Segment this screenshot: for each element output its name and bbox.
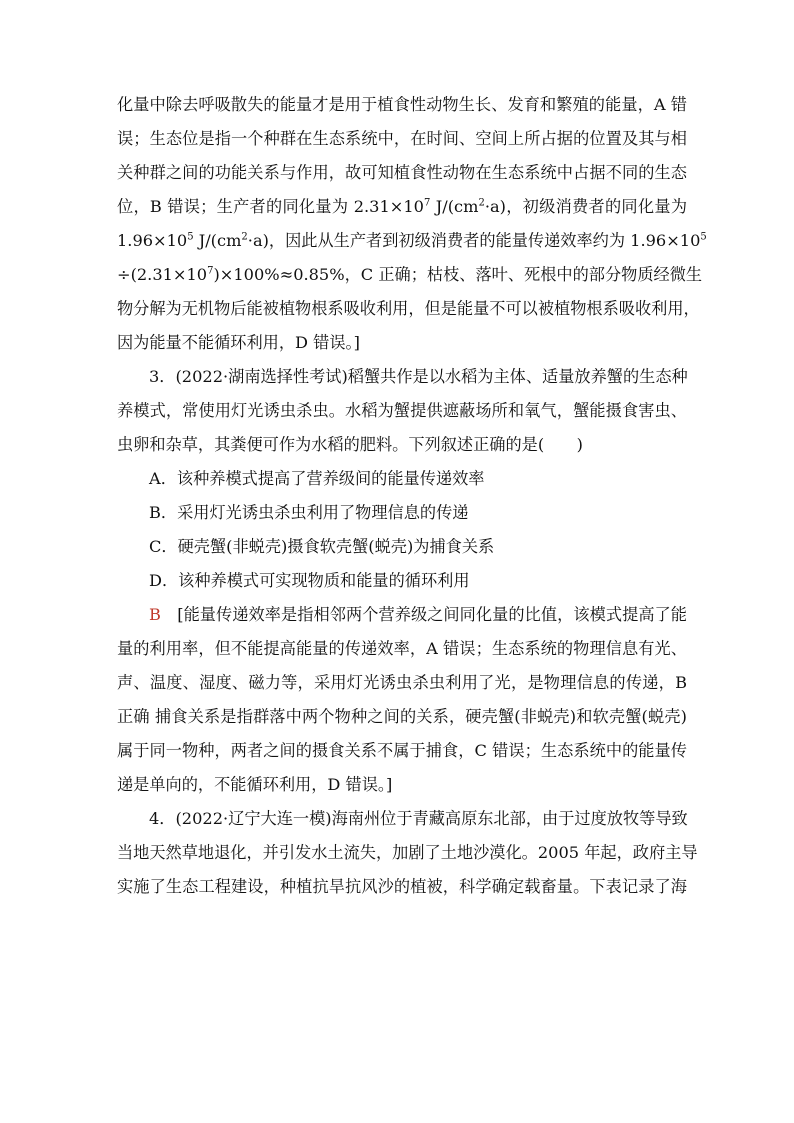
explanation-line: 因为能量不能循环利用，D 错误。]: [117, 333, 360, 352]
explanation-line: $\div(2.31\times 10^7)\times 100\%\approx 0.85\%$，C 正确；枯枝、落叶、死根中的部分物质经微生: [117, 265, 703, 284]
option-c: C．硬壳蟹(非蜕壳)摄食软壳蟹(蜕壳)为捕食关系: [149, 537, 495, 556]
explanation-line: 化量中除去呼吸散失的能量才是用于植食性动物生长、发育和繁殖的能量，A 错: [117, 95, 687, 114]
option-d: D．该种养模式可实现物质和能量的循环利用: [149, 571, 470, 590]
answer-letter: B: [149, 605, 161, 624]
explanation-line: 物分解为无机物后能被植物根系吸收利用，但是能量不可以被植物根系吸收利用，: [117, 299, 700, 318]
answer-explanation: 量的利用率，但不能提高能量的传递效率，A 错误；生态系统的物理信息有光、: [117, 639, 687, 658]
question-stem: 实施了生态工程建设，种植抗旱抗风沙的植被，科学确定载畜量。下表记录了海: [117, 877, 687, 896]
answer-explanation: 声、温度、湿度、磁力等，采用灯光诱虫杀虫利用了光，是物理信息的传递，B: [117, 673, 687, 692]
question-stem: 3．(2022·湖南选择性考试)稻蟹共作是以水稻为主体、适量放养蟹的生态种: [149, 367, 688, 386]
question-stem: 4．(2022·辽宁大连一模)海南州位于青藏高原东北部，由于过度放牧等导致: [149, 809, 688, 828]
answer-explanation: 正确 捕食关系是指群落中两个物种之间的关系，硬壳蟹(非蜕壳)和软壳蟹(蜕壳): [117, 707, 687, 726]
explanation-line: 关种群之间的功能关系与作用，故可知植食性动物在生态系统中占据不同的生态: [117, 163, 687, 182]
question-stem: 当地天然草地退化，并引发水土流失，加剧了土地沙漠化。2005 年起，政府主导: [117, 843, 698, 862]
question-stem: 养模式，常使用灯光诱虫杀虫。水稻为蟹提供遮蔽场所和氧气，蟹能摄食害虫、: [117, 401, 687, 420]
option-a: A．该种养模式提高了营养级间的能量传递效率: [149, 469, 485, 488]
explanation-line: $1.96\times 10^5$ $J/(cm^2\cdot a)$，因此从生产者到初级消费者的能量传递效率约为 $1.96\times 10^5$: [117, 231, 707, 250]
answer-explanation: 递是单向的，不能循环利用，D 错误。]: [117, 775, 393, 794]
answer-explanation: 属于同一物种，两者之间的摄食关系不属于捕食，C 错误；生态系统中的能量传: [117, 741, 687, 760]
option-b: B．采用灯光诱虫杀虫利用了物理信息的传递: [149, 503, 469, 522]
answer-explanation: B [能量传递效率是指相邻两个营养级之间同化量的比值，该模式提高了能: [149, 605, 687, 624]
explanation-line: 位，B 错误；生产者的同化量为 $2.31\times 10^7$ $J/(cm^2\cdot a)$，初级消费者的同化量为: [117, 197, 688, 216]
question-stem: 虫卵和杂草，其粪便可作为水稻的肥料。下列叙述正确的是( ): [117, 435, 583, 454]
explanation-line: 误；生态位是指一个种群在生态系统中，在时间、空间上所占据的位置及其与相: [117, 129, 687, 148]
